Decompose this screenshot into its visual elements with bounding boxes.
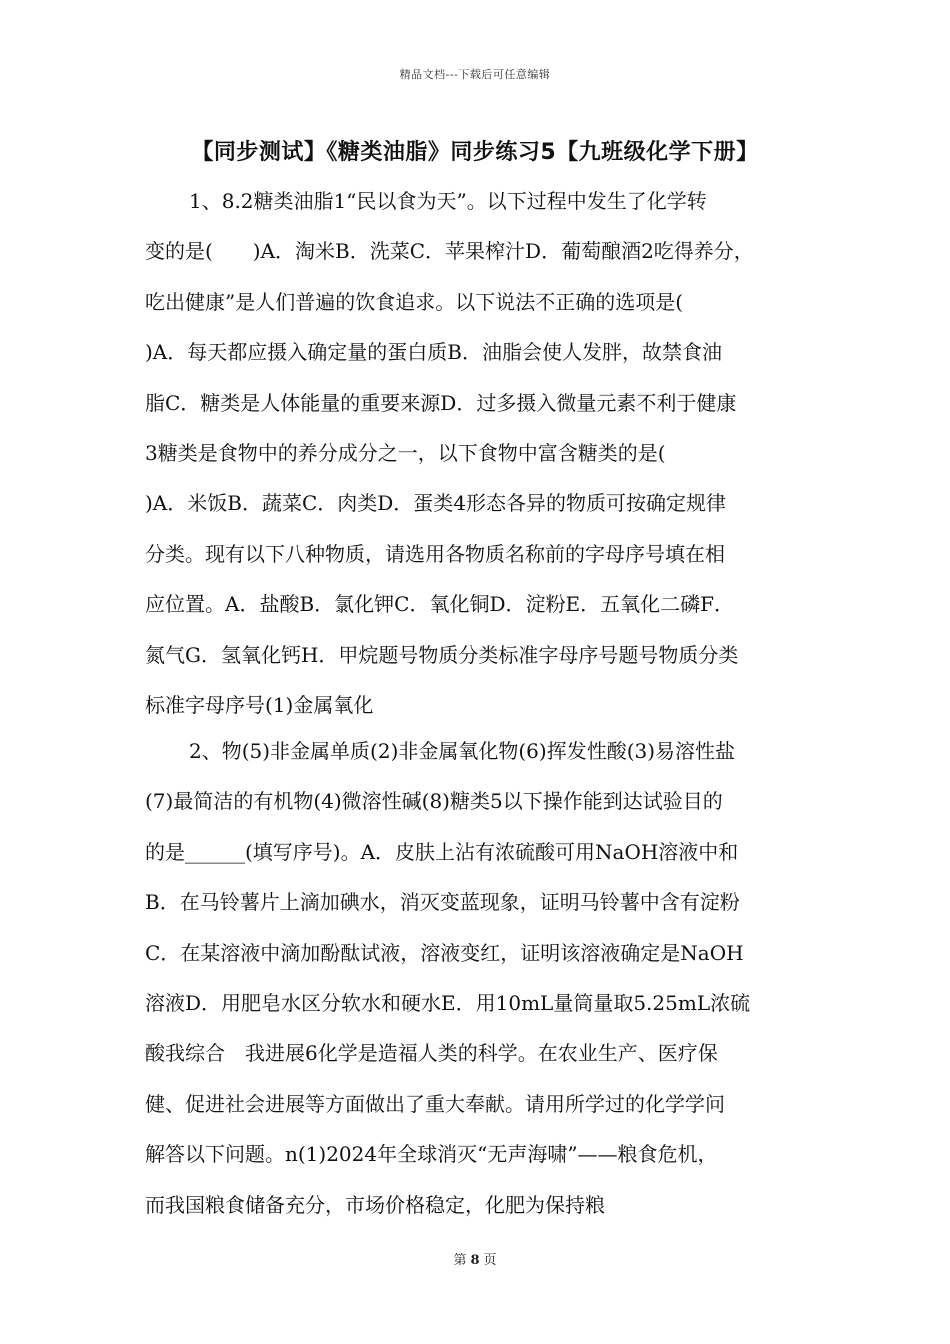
text-line: 分类。现有以下八种物质，请选用各物质名称前的字母序号填在相 [145,541,725,566]
text-line: 健、促进社会进展等方面做出了重大奉献。请用所学过的化学学问 [145,1091,725,1116]
paragraph-2 [145,726,810,1230]
page-footer [0,1249,950,1268]
text-line: B．在马铃薯片上滴加碘水，消灭变蓝现象，证明马铃薯中含有淀粉 [145,890,740,915]
text-line: 氮气G．氢氧化钙H．甲烷题号物质分类标准字母序号题号物质分类 [145,642,739,667]
text-line: 吃出健康”是人们普遍的饮食追求。以下说法不正确的选项是( [145,289,684,314]
text-line: 的是______(填写序号)。A．皮肤上沾有浓硫酸可用NaOH溶液中和 [145,839,739,864]
document-title: 【同步测试】《糖类油脂》同步练习5【九班级化学下册】 [191,140,759,165]
text-line: 溶液D．用肥皂水区分软水和硬水E．用10mL量筒量取5.25mL浓硫 [145,990,751,1015]
text-line: 脂C．糖类是人体能量的重要来源D．过多摄入微量元素不利于健康 [145,390,737,415]
text-line: 解答以下问题。n(1)2024年全球消灭“无声海啸”——粮食危机， [145,1142,718,1167]
text-line: 酸我综合 我进展6化学是造福人类的科学。在农业生产、医疗保 [145,1041,718,1066]
text-line: C．在某溶液中滴加酚酞试液，溶液变红，证明该溶液确定是NaOH [145,940,744,965]
text-line: 2、物(5)非金属单质(2)非金属氧化物(6)挥发性酸(3)易溶性盐 [189,739,736,763]
text-line: 1、8.2糖类油脂1“民以食为天”。以下过程中发生了化学转 [189,189,707,213]
page-label-suffix: 页 [483,1253,497,1268]
page-label-prefix: 第 [453,1253,467,1268]
text-line: 变的是( )A．淘米B．洗菜C．苹果榨汁D．葡萄酿酒2吃得养分， [145,239,754,264]
text-line: (7)最简洁的有机物(4)微溶性碱(8)糖类5以下操作能到达试验目的 [145,789,723,814]
text-line: )A．米饭B．蔬菜C．肉类D．蛋类4形态各异的物质可按确定规律 [145,491,727,516]
paragraph-1 [145,176,810,730]
text-line: )A．每天都应摄入确定量的蛋白质B．油脂会使人发胖，故禁食油 [145,340,722,365]
page-header: 精品文档---下载后可任意编辑 [399,68,551,81]
text-line: 而我国粮食储备充分，市场价格稳定，化肥为保持粮 [145,1192,605,1217]
page-number: 8 [470,1253,480,1268]
text-line: 标准字母序号(1)金属氧化 [145,692,374,717]
text-line: 3糖类是食物中的养分成分之一，以下食物中富含糖类的是( [145,440,666,465]
text-line: 应位置。A．盐酸B．氯化钾C．氧化铜D．淀粉E．五氧化二磷F． [145,592,734,617]
